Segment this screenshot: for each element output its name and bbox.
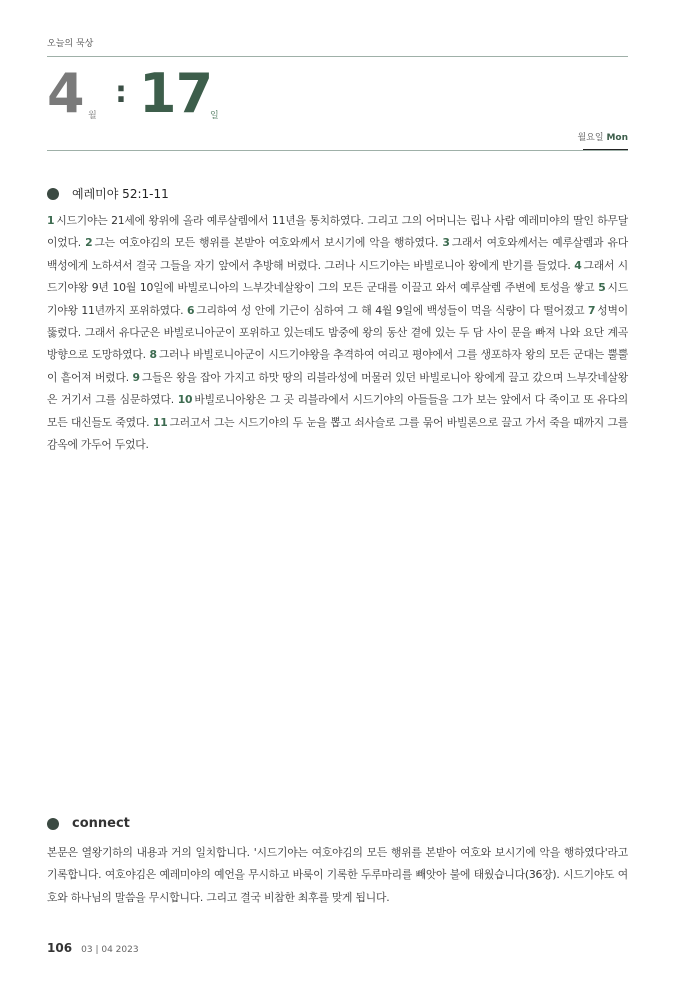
top-divider [47, 56, 628, 57]
verse-number: 10 [177, 393, 193, 407]
verse-text: 그리하여 성 안에 기근이 심하여 그 해 4월 9일에 백성들이 먹을 식량이 다 떨어졌고 [196, 303, 585, 317]
verse-text: 시드기야왕 11년까지 포위하였다. [47, 281, 628, 317]
date-month-unit: 월 [88, 111, 97, 121]
weekday [577, 130, 628, 143]
verse-text: 그러나 바빌로니아군이 시드기야왕을 추격하여 여리고 평야에서 그를 생포하자 왕의 모든 군대는 뿔뿔이 흩어져 버렸다. [47, 348, 629, 384]
verse-number: 11 [152, 415, 168, 429]
verse-text: 그는 여호야김의 모든 행위를 본받아 여호와께서 보시기에 악을 행하였다. [94, 236, 439, 250]
verse-text: 바빌로니아왕은 그 곳 리블라에서 시드기야의 아들들을 그가 보는 앞에서 다 죽이고 또 유다의 모든 대신들도 죽였다. [47, 393, 628, 429]
date-day: 17 [139, 62, 213, 125]
verse-number: 2 [85, 236, 93, 250]
verse-number: 1 [47, 214, 55, 227]
verse-text: 그들은 왕을 잡아 가지고 하맛 땅의 리블라성에 머물러 있던 바빌로니아 왕에게 끌고 갔으며 느부갓네살왕은 거기서 그를 심문하였다. [47, 370, 628, 407]
verse-number: 6 [187, 303, 195, 317]
verse-text: 성벽이 뚫렸다. 그래서 유다군은 바빌로니아군이 포위하고 있는데도 밤중에 왕의 동산 곁에 있는 두 담 사이 문을 빠져 나와 요단 계곡 방향으로 도망하였다. [47, 303, 628, 362]
date-separator: : [115, 75, 127, 110]
issue-info: 03 | 04 2023 [81, 945, 139, 955]
bullet-dot-icon [47, 188, 59, 200]
scripture-text [47, 210, 628, 456]
verse-text: 시드기야는 21세에 왕위에 올라 예루살렘에서 11년을 통치하였다. 그리고 그의 어머니는 립나 사람 예레미야의 딸인 하무달이었다. [47, 214, 628, 250]
page-number: 106 [47, 941, 73, 955]
verse-number: 5 [598, 281, 606, 295]
verse-number: 9 [132, 370, 140, 384]
verse-text: 그러고서 그는 시드기야의 두 눈을 뽑고 쇠사슬로 그를 묶어 바빌론으로 끌고 가서 죽을 때까지 그를 감옥에 가두어 두었다. [47, 415, 629, 452]
verse-number: 4 [574, 258, 582, 272]
verse-text: 그래서 시드기야왕 9년 10월 10일에 바빌로니아의 느부갓네살왕이 그의 모든 군대를 이끌고 와서 예루살렘 주변에 토성을 쌓고 [47, 258, 629, 295]
date-divider [47, 150, 628, 151]
date-day-unit: 일 [210, 111, 219, 121]
weekday-en: Mon [606, 133, 628, 143]
verse-text: 그래서 여호와께서는 예루살렘과 유다 백성에게 노하셔서 결국 그들을 자기 앞에서 추방해 버렸다. 그러나 시드기야는 바빌로니아 왕에게 반기를 들었다. [47, 236, 629, 272]
page-footer [47, 937, 139, 956]
verse-number: 7 [587, 303, 596, 317]
bullet-dot-icon [47, 818, 59, 830]
connect-body: 본문은 열왕기하의 내용과 거의 일치합니다. '시드기야는 여호야김의 모든 행위를 본받아 여호와 보시기에 악을 행하였다'라고 기록합니다. 여호야김은 예레미야의 예언을 무시하고 바룩이 기록한 두루마리를 빼앗아 불에 태웠습니다(36장). 시드기야도 여호와 하나님의 말씀을 무시합니다. 그리고 결국 비참한 최후를 맞게 됩니다. [47, 846, 628, 904]
date-month: 4 [47, 62, 84, 125]
connect-title: connect [72, 816, 130, 831]
verse-number: 8 [149, 348, 157, 362]
section-header-label: 오늘의 묵상 [47, 39, 94, 49]
weekday-ko: 월요일 [577, 133, 604, 143]
passage-reference: 예레미야 52:1-11 [72, 187, 169, 201]
verse-number: 3 [442, 236, 450, 250]
